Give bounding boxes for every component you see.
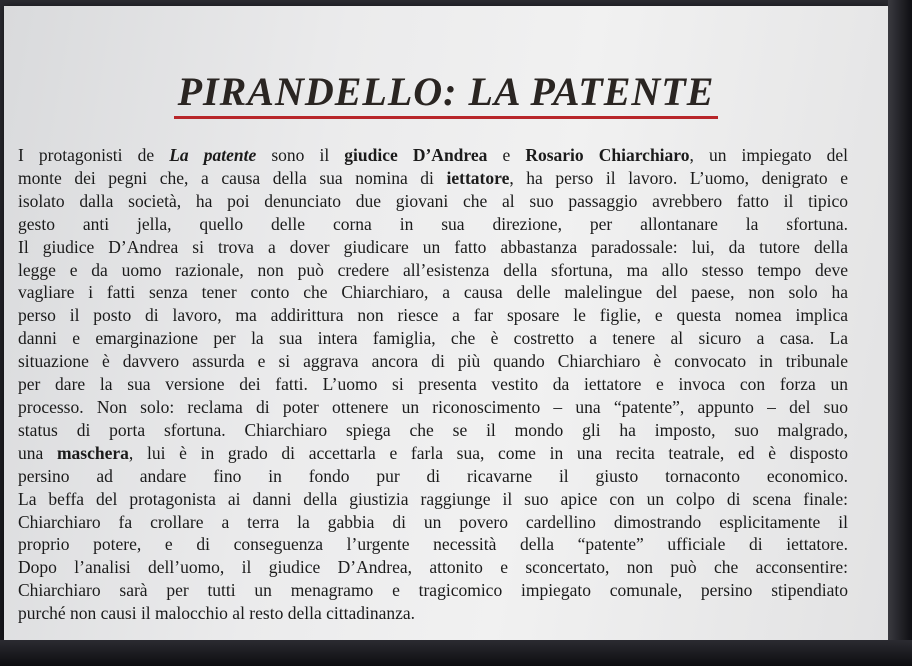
text-run: vagliare i fatti senza tener conto che Chiarchiaro, a causa delle malelingue del paese, non solo ha	[18, 282, 848, 303]
text-run: perso il posto di lavoro, ma addirittura non riesce a far sposare le figlie, e questa nomea implica	[18, 305, 848, 326]
text-run: Chiarchiaro sarà per tutti un menagramo e tragicomico impiegato comunale, persino stipendiato	[18, 580, 848, 601]
text-line	[18, 511, 848, 534]
text-line	[18, 259, 848, 282]
text-line	[18, 190, 848, 213]
text-line	[18, 327, 848, 350]
text-run: gesto anti jella, quello delle corna in sua direzione, per allontanare la sfortuna.	[18, 213, 848, 234]
text-run: isolato dalla società, ha poi denunciato due giovani che al suo passaggio avrebbero fatto il tipico	[18, 190, 848, 211]
text-run: processo. Non solo: reclama di poter ottenere un riconoscimento – una “patente”, appunto – del suo	[18, 396, 848, 417]
text-run: persino ad andare fino in fondo pur di ricavarne il giusto tornaconto economico.	[18, 465, 848, 486]
title-text: PIRANDELLO: LA PATENTE	[174, 69, 719, 119]
text-run: Il giudice D’Andrea si trova a dover giudicare un fatto abbastanza paradossale: lui, da tutore della	[18, 236, 848, 257]
text-run: , un impiegato del	[689, 145, 848, 165]
text-line	[18, 350, 848, 373]
text-line	[18, 167, 848, 190]
text-line	[18, 396, 848, 419]
page-title	[4, 68, 888, 115]
text-run: monte dei pegni che, a causa della sua nomina di	[18, 167, 447, 188]
text-run: Chiarchiaro fa crollare a terra la gabbia di un povero cardellino dimostrando esplicitamente il	[18, 511, 848, 532]
text-line	[18, 144, 848, 167]
text-run: una	[18, 442, 57, 463]
bold-term: Rosario Chiarchiaro	[525, 145, 690, 165]
text-run: La beffa del protagonista ai danni della giustizia raggiunge il suo apice con un colpo di scena finale:	[18, 488, 848, 509]
text-line	[18, 373, 848, 396]
text-run: , ha perso il lavoro. L’uomo, denigrato e	[509, 167, 849, 188]
text-run: per dare la sua versione dei fatti. L’uomo si presenta vestito da iettatore e invoca con forza un	[18, 374, 848, 395]
bold-term: giudice D’Andrea	[344, 145, 488, 165]
text-line	[18, 213, 848, 236]
text-run: e	[487, 145, 526, 165]
italic-title: La patente	[169, 145, 257, 165]
bold-term: maschera	[56, 442, 129, 463]
text-line	[18, 602, 848, 625]
text-line	[18, 579, 848, 602]
text-line	[18, 304, 848, 327]
text-line	[18, 465, 848, 488]
screen-edge	[888, 0, 912, 666]
text-run: purché non causi il malocchio al resto della cittadinanza.	[18, 603, 415, 624]
text-line	[18, 556, 848, 579]
text-line	[18, 442, 848, 465]
text-run: I protagonisti de	[18, 145, 170, 165]
text-run: proprio potere, e di conseguenza l’urgente necessità della “patente” ufficiale di iettatore.	[18, 534, 848, 555]
text-run: , lui è in grado di accettarla e farla sua, come in una recita teatrale, ed è disposto	[128, 442, 848, 463]
text-line	[18, 533, 848, 556]
text-line	[18, 236, 848, 259]
text-line	[18, 488, 848, 511]
text-run: Dopo l’analisi dell’uomo, il giudice D’Andrea, attonito e sconcertato, non può che acconsentire:	[18, 557, 848, 578]
monitor-bezel	[0, 640, 912, 666]
text-run: situazione è davvero assurda e si aggrava ancora di più quando Chiarchiaro è convocato in tribunale	[18, 351, 848, 372]
text-run: danni e emarginazione per la sua intera famiglia, che è costretto a tenere al sicuro a casa. La	[18, 328, 848, 349]
document-body	[18, 144, 848, 625]
text-line	[18, 281, 848, 304]
document-page	[4, 6, 888, 640]
text-line	[18, 419, 848, 442]
text-run: legge e da uomo razionale, non può credere all’esistenza della sfortuna, ma allo stesso tempo deve	[18, 259, 848, 280]
text-run: status di porta sfortuna. Chiarchiaro spiega che se il mondo gli ha imposto, suo malgrado,	[18, 419, 848, 440]
bold-term: iettatore	[446, 167, 510, 188]
text-run: sono il	[256, 145, 345, 165]
